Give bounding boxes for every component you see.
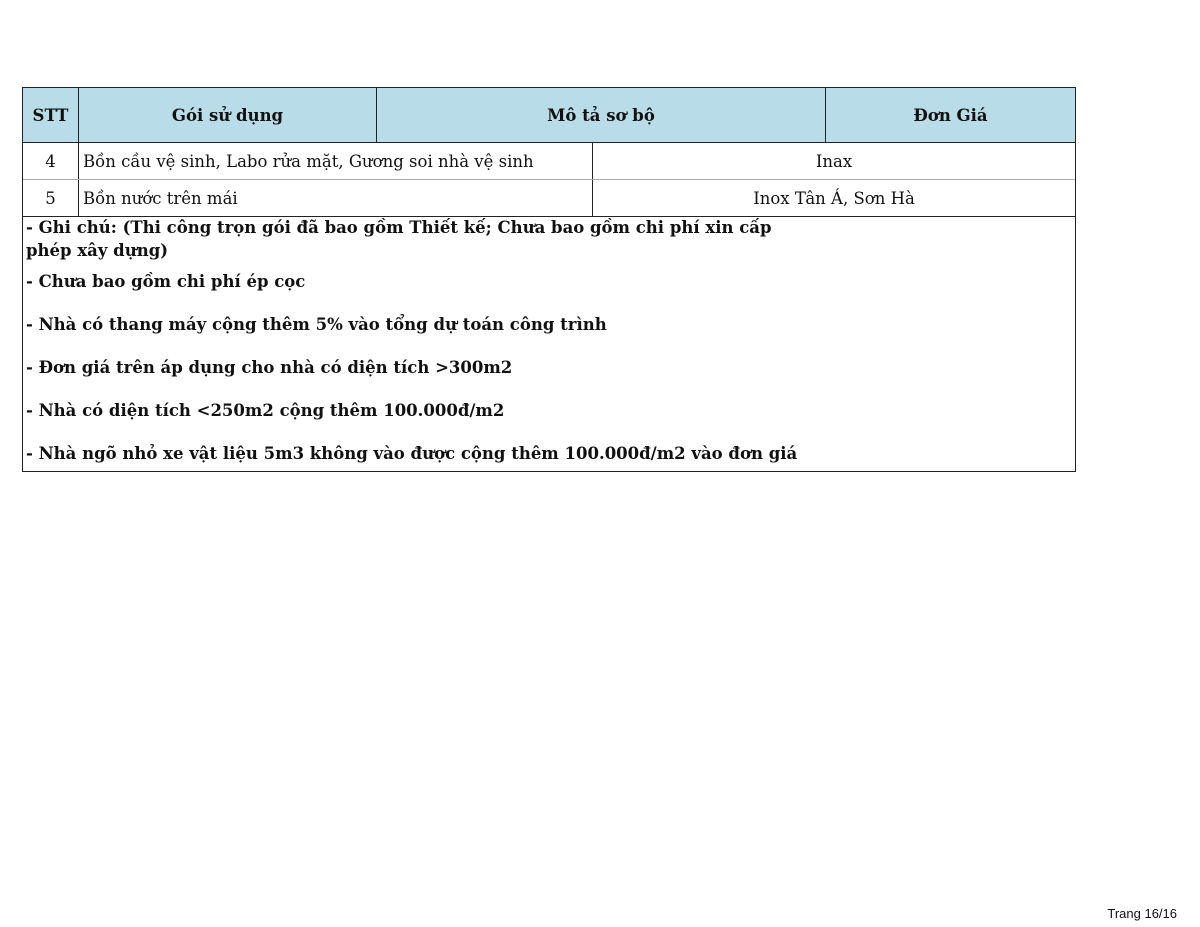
header-stt: STT xyxy=(23,88,79,142)
row-stt: 5 xyxy=(23,180,79,216)
note-area-over-300: - Đơn giá trên áp dụng cho nhà có diện tích >300m2 xyxy=(26,358,513,377)
row-stt: 4 xyxy=(23,143,79,179)
note-piling: - Chưa bao gồm chi phí ép cọc xyxy=(26,272,306,291)
header-unit-price: Đơn Giá xyxy=(913,105,988,125)
note-elevator: - Nhà có thang máy cộng thêm 5% vào tổng dự toán công trình xyxy=(26,315,607,334)
header-package: Gói sử dụng xyxy=(79,88,377,142)
note-area-under-250: - Nhà có diện tích <250m2 cộng thêm 100.000đ/m2 xyxy=(26,401,505,420)
note-small-alley: - Nhà ngõ nhỏ xe vật liệu 5m3 không vào được cộng thêm 100.000đ/m2 vào đơn giá xyxy=(26,444,798,463)
note-general: - Ghi chú: (Thi công trọn gói đã bao gồm Thiết kế; Chưa bao gồm chi phí xin cấp phép xây dựng) xyxy=(26,218,772,260)
page-number: Trang 16/16 xyxy=(1107,906,1177,921)
table-row xyxy=(23,180,1075,217)
row-brand: Inax xyxy=(815,151,853,171)
notes-section xyxy=(23,216,1075,471)
header-description: Mô tả sơ bộ xyxy=(377,88,826,142)
price-table xyxy=(22,87,1076,472)
table-row xyxy=(23,143,1075,180)
row-brand: Inox Tân Á, Sơn Hà xyxy=(753,188,915,208)
table-header-row xyxy=(23,88,1075,143)
row-item: Bồn cầu vệ sinh, Labo rửa mặt, Gương soi nhà vệ sinh xyxy=(79,143,593,179)
row-item: Bồn nước trên mái xyxy=(79,180,593,216)
